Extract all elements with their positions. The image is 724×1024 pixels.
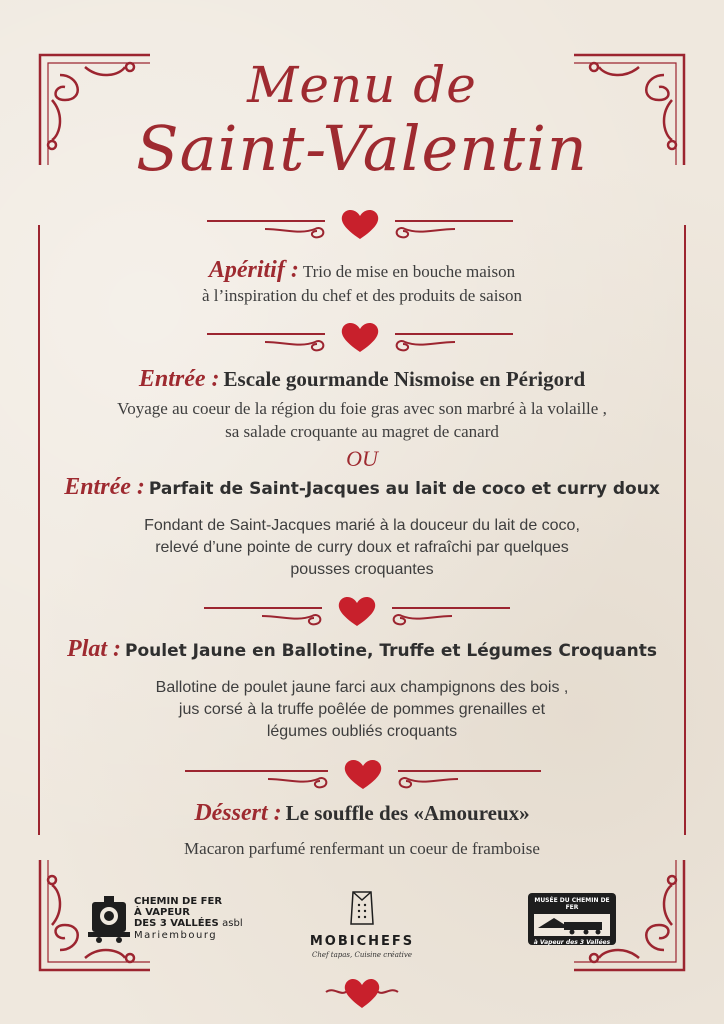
entree2-label: Entrée : [64, 474, 145, 500]
logo-left-line1: CHEMIN DE FER [134, 896, 223, 907]
logo-right-line1: MUSÉE DU CHEMIN DE FER [534, 897, 610, 911]
heart-icon [345, 760, 381, 789]
logo-center-tagline: Chef tapas, Cuisine créative [311, 951, 413, 959]
menu-title-line2: Saint-Valentin [136, 112, 588, 185]
heart-icon [345, 979, 379, 1008]
entree1-dish: Escale gourmande Nismoise en Périgord [223, 367, 586, 391]
entree2-line3: pousses croquantes [290, 561, 434, 578]
heart-icon [342, 323, 378, 352]
plat-section [20, 636, 704, 743]
logo-right-line2: à Vapeur des 3 Vallées [533, 939, 611, 946]
entree1-line2: sa salade croquante au magret de canard [225, 422, 499, 441]
plat-line3: légumes oubliés croquants [266, 723, 458, 740]
logo-musee [528, 893, 616, 945]
entree2-dish: Parfait de Saint-Jacques au lait de coco et curry doux [148, 479, 660, 499]
train-icon [534, 914, 610, 936]
heart-divider-2 [205, 318, 515, 358]
entree2-line2: relevé d’une pointe de curry doux et rafraîchi par quelques [155, 539, 569, 556]
logo-mobichefs [292, 888, 432, 968]
logo-chemin-de-fer [88, 892, 248, 952]
plat-label: Plat : [67, 636, 122, 662]
heart-divider-1 [205, 205, 515, 245]
steam-train-icon [88, 896, 130, 944]
entree2-line1: Fondant de Saint-Jacques marié à la douceur du lait de coco, [144, 517, 580, 534]
heart-icon [342, 210, 378, 239]
logo-left-line2: À VAPEUR [134, 907, 191, 918]
entree1-label: Entrée : [138, 366, 220, 392]
aperitif-label: Apéritif : [208, 257, 299, 283]
or-separator: OU [346, 446, 378, 471]
plat-line1: Ballotine de poulet jaune farci aux champignons des bois , [155, 679, 569, 696]
dessert-line1: Macaron parfumé renfermant un coeur de framboise [184, 839, 540, 858]
menu-title-line1: Menu de [247, 56, 477, 114]
aperitif-line2: à l’inspiration du chef et des produits de saison [201, 286, 523, 305]
logo-left-line4: Mariembourg [134, 930, 218, 941]
plat-dish: Poulet Jaune en Ballotine, Truffe et Légumes Croquants [125, 641, 657, 661]
entree2-section [20, 474, 704, 581]
chef-jacket-icon [347, 888, 377, 928]
logo-left-suffix: asbl [222, 918, 243, 929]
entree1-section [20, 366, 704, 443]
logo-left-line3: DES 3 VALLÉES [134, 918, 219, 929]
dessert-section [20, 800, 704, 860]
dessert-label: Déssert : [194, 800, 282, 826]
plat-line2: jus corsé à la truffe poêlée de pommes grenailles et [178, 701, 546, 718]
bottom-heart-ornament [322, 972, 402, 1012]
aperitif-line1: Trio de mise en bouche maison [302, 262, 516, 281]
dessert-dish: Le souffle des «Amoureux» [285, 801, 530, 825]
heart-icon [339, 597, 375, 626]
heart-divider-4 [183, 755, 543, 795]
heart-divider-3 [202, 592, 512, 632]
logo-center-name: MOBICHEFS [309, 934, 415, 949]
aperitif-section [20, 257, 704, 307]
entree1-line1: Voyage au coeur de la région du foie gras avec son marbré à la volaille , [117, 399, 607, 418]
